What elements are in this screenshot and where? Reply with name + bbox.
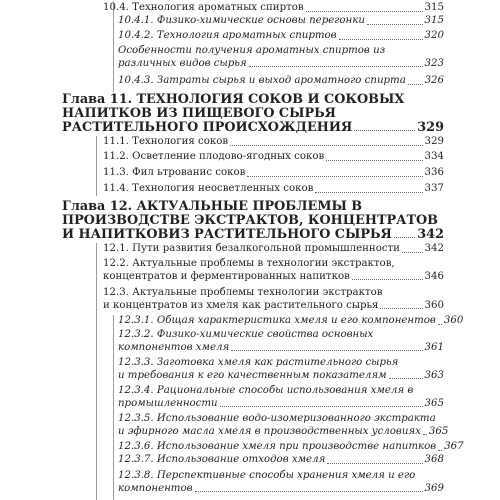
toc-subsection-entry bbox=[118, 454, 444, 467]
toc-entry-row bbox=[118, 370, 444, 383]
toc-page-number: 360 bbox=[443, 315, 464, 326]
toc-entry-title-line: 12.2. Актуальные проблемы в технологии экстрактов, bbox=[103, 258, 395, 269]
toc-chapter-entry bbox=[62, 93, 444, 134]
toc-leader-dots bbox=[315, 192, 422, 193]
toc-entry-title-line: компонентов хмеля bbox=[118, 341, 230, 353]
toc-entry-title-line: 10.4.2. Технология ароматных спиртов bbox=[118, 30, 337, 41]
toc-entry-title-line: 12.3.4. Рациональные способы использования хмеля в bbox=[118, 385, 414, 396]
toc-entry-row bbox=[118, 342, 444, 355]
toc-entry-row bbox=[103, 300, 444, 313]
toc-leader-dots bbox=[380, 308, 422, 309]
toc-entry-title-line: 11.1. Технология соков bbox=[103, 136, 229, 147]
toc-entry-title-line: ПРОИЗВОДСТВЕ ЭКСТРАКТОВ, КОНЦЕНТРАТОВ bbox=[62, 212, 439, 228]
toc-entry-title-line: 12.3.1. Общая характеристика хмеля и его компонентов bbox=[118, 315, 436, 326]
toc-section-entry bbox=[103, 287, 444, 312]
toc-leader-dots bbox=[354, 130, 415, 131]
toc-leader-dots bbox=[339, 39, 423, 40]
toc-entry-title-line: Глава 12. АКТУАЛЬНЫЕ ПРОБЛЕМЫ В bbox=[62, 199, 363, 214]
toc-entry-row bbox=[118, 483, 444, 496]
toc-subsection-entry bbox=[118, 75, 444, 88]
toc-entry-row bbox=[118, 441, 464, 454]
toc-subsection-entry bbox=[118, 315, 464, 328]
toc-entry-row bbox=[62, 228, 444, 242]
toc-section-entry bbox=[103, 2, 444, 15]
toc-entry-title-line: 12.3.2. Физико-химические свойства основных bbox=[118, 329, 374, 340]
toc-section-entry bbox=[103, 258, 444, 283]
toc-leader-dots bbox=[220, 406, 423, 407]
toc-subsection-entry bbox=[118, 470, 444, 495]
toc-leader-dots bbox=[306, 11, 423, 12]
toc-subsection-entry bbox=[118, 413, 449, 438]
toc-leader-dots bbox=[326, 160, 422, 161]
toc-leader-dots bbox=[247, 176, 422, 177]
toc-section-entry bbox=[103, 151, 444, 164]
toc-entry-title-line: и эфирного масла хмеля в производственных условиях bbox=[118, 425, 421, 437]
toc-page-number: 368 bbox=[424, 454, 444, 465]
toc-entry-row bbox=[118, 454, 444, 467]
toc-page-number: 365 bbox=[428, 425, 449, 437]
toc-guide-rule bbox=[113, 315, 114, 500]
toc-entry-row bbox=[118, 315, 464, 328]
toc-leader-dots bbox=[408, 84, 423, 85]
toc-page-number: 363 bbox=[424, 369, 444, 381]
toc-entry-title-line: 12.3.5. Использование водо-изомеризованного экстракта bbox=[118, 413, 436, 424]
toc-entry-title-line: концентратов и ферментированных напитков bbox=[103, 270, 350, 282]
toc-entry-row bbox=[103, 151, 444, 164]
toc-leader-dots bbox=[352, 279, 423, 280]
toc-page-number: 315 bbox=[424, 15, 444, 26]
toc-entry-row bbox=[118, 30, 444, 43]
toc-page-number: 342 bbox=[424, 243, 444, 254]
toc-guide-rule bbox=[113, 2, 114, 92]
toc-entry-row bbox=[103, 183, 444, 196]
toc-subsection-entry bbox=[118, 385, 444, 410]
toc-page-number: 334 bbox=[424, 151, 444, 162]
toc-entry-title-line: промышленности bbox=[118, 397, 218, 409]
toc-entry-title-line: и требования к его качественным показателям bbox=[118, 369, 387, 381]
toc-page-number: 367 bbox=[444, 441, 464, 452]
toc-subsection-entry bbox=[118, 30, 444, 43]
toc-leader-dots bbox=[389, 378, 423, 379]
toc-leader-dots bbox=[195, 491, 423, 492]
toc-subsection-entry bbox=[118, 441, 464, 454]
toc-page-number: 315 bbox=[424, 2, 444, 13]
toc-page-number: 360 bbox=[424, 299, 444, 311]
toc-page-number: 320 bbox=[424, 30, 444, 41]
toc-entry-row bbox=[118, 58, 444, 71]
toc-leader-dots bbox=[438, 324, 442, 325]
toc-page-number: 326 bbox=[424, 75, 444, 86]
toc-leader-dots bbox=[231, 350, 422, 351]
toc-leader-dots bbox=[438, 450, 442, 451]
toc-subsection-entry bbox=[118, 45, 444, 70]
toc-entry-row bbox=[103, 2, 444, 15]
toc-entry-row bbox=[103, 243, 444, 256]
toc-entry-row bbox=[118, 15, 444, 28]
toc-entry-title-line: и концентратов из хмеля как растительного сырья bbox=[103, 299, 379, 311]
toc-section-entry bbox=[103, 183, 444, 196]
toc-entry-row bbox=[103, 136, 444, 149]
toc-page-number: 336 bbox=[424, 167, 444, 178]
toc-entry-row bbox=[118, 398, 444, 411]
toc-entry-title-line: 12.3.3. Заготовка хмеля как растительного сырья bbox=[118, 357, 399, 368]
toc-entry-title-line: 12.3.8. Перспективные способы хранения хмеля и его bbox=[118, 470, 416, 481]
toc-section-entry bbox=[103, 167, 444, 180]
toc-entry-row bbox=[103, 167, 444, 180]
toc-entry-title-line: Особенности получения ароматных спиртов из bbox=[118, 45, 386, 56]
toc-page-number: 369 bbox=[424, 482, 444, 494]
toc-guide-rule bbox=[96, 243, 97, 500]
toc-page-number: 329 bbox=[424, 136, 444, 147]
toc-guide-rule bbox=[96, 136, 97, 196]
toc-entry-title-line: компонентов bbox=[118, 482, 193, 494]
toc-entry-title-line: 11.4. Технология неосветленных соков bbox=[103, 183, 314, 194]
toc-page-number: 323 bbox=[424, 57, 444, 69]
toc-entry-title-line: 10.4.1. Физико-химические основы перегонки bbox=[118, 15, 365, 26]
toc-entry-title-line: 11.3. Фил ьтрованис соков bbox=[103, 167, 246, 178]
toc-entry-title-line: 12.3.7. Использование отходов хмеля bbox=[118, 454, 326, 465]
toc-entry-title-line: различных видов сырья bbox=[118, 57, 247, 69]
toc-section-entry bbox=[103, 136, 444, 149]
toc-entry-title-line: 11.2. Осветление плодово-ягодных соков bbox=[103, 151, 325, 162]
toc-leader-dots bbox=[402, 252, 423, 253]
toc-entry-title-line: 10.4.3. Затраты сырья и выход ароматного спирта bbox=[118, 75, 406, 86]
toc-page-number: 329 bbox=[417, 119, 444, 135]
toc-entry-row bbox=[118, 75, 444, 88]
toc-entry-title-line: НАПИТКОВ ИЗ ПИЩЕВОГО СЫРЬЯ bbox=[62, 105, 336, 121]
toc-page-number: 361 bbox=[424, 341, 444, 353]
toc-entry-title-line: 12.3. Актуальные проблемы технологии экстрактов bbox=[103, 287, 383, 298]
toc-entry-title-line: РАСТИТЕЛЬНОГО ПРОИСХОЖДЕНИЯ bbox=[62, 119, 353, 135]
toc-leader-dots bbox=[423, 434, 427, 435]
toc-leader-dots bbox=[327, 463, 422, 464]
toc-chapter-entry bbox=[62, 200, 444, 241]
toc-entry-title-line: 12.3.6. Использование хмеля при производстве напитков bbox=[118, 441, 437, 452]
toc-subsection-entry bbox=[118, 357, 444, 382]
toc-entry-row bbox=[118, 425, 449, 439]
toc-leader-dots bbox=[230, 145, 422, 146]
toc-section-entry bbox=[103, 243, 444, 256]
toc-leader-dots bbox=[249, 66, 423, 67]
toc-page-number: 337 bbox=[424, 183, 444, 194]
toc-entry-title-line: 10.4. Технология ароматных спиртов bbox=[103, 2, 304, 13]
toc-page-number: 365 bbox=[424, 397, 444, 409]
toc-entry-title-line: 12.1. Пути развития безалкогольной промышленности bbox=[103, 243, 400, 254]
toc-subsection-entry bbox=[118, 15, 444, 28]
toc-entry-title-line: И НАПИТКОВИЗ РАСТИТЕЛЬНОГО СЫРЬЯ bbox=[62, 226, 392, 242]
toc-leader-dots bbox=[394, 237, 415, 238]
toc-page-number: 342 bbox=[417, 226, 444, 242]
toc-subsection-entry bbox=[118, 329, 444, 354]
toc-entry-title-line: Глава 11. ТЕХНОЛОГИЯ СОКОВ И СОКОВЫХ bbox=[62, 92, 405, 107]
toc-page-number: 346 bbox=[424, 270, 444, 282]
toc-entry-row bbox=[62, 121, 444, 135]
toc-entry-row bbox=[103, 271, 444, 284]
toc-leader-dots bbox=[367, 24, 423, 25]
